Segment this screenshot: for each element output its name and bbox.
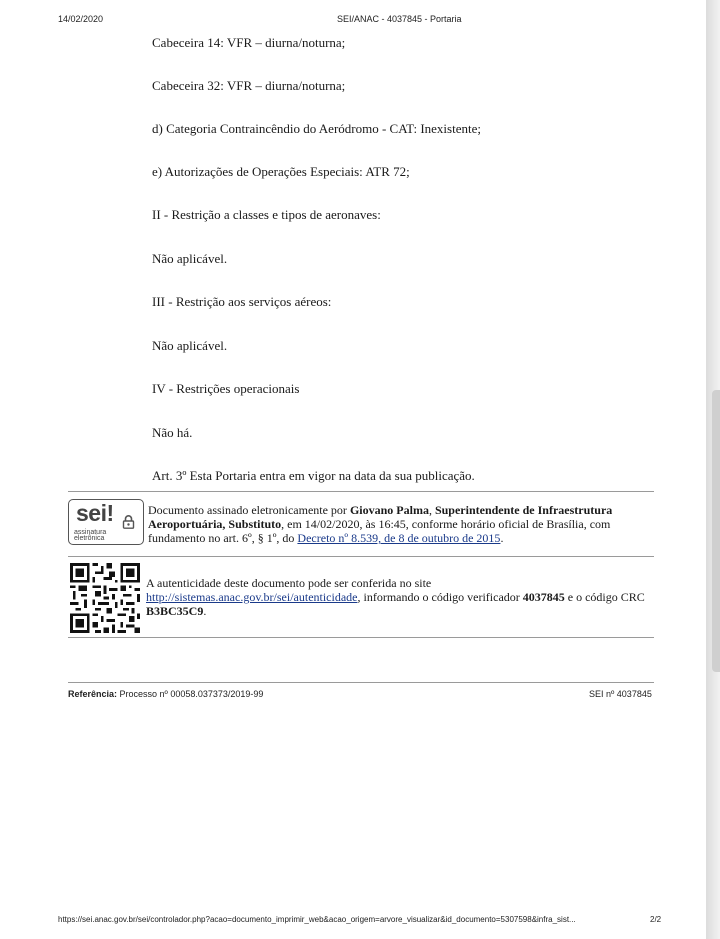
decree-link[interactable]: Decreto nº 8.539, de 8 de outubro de 2015 (297, 531, 501, 545)
reference-value: Processo nº 00058.037373/2019-99 (117, 689, 264, 699)
print-url: https://sei.anac.gov.br/sei/controlador.php?acao=documento_imprimir_web&acao_origem=arvore_visualizar&id_documento=5307598&infra_sist... (58, 915, 576, 924)
divider-middle (68, 556, 654, 557)
sei-logo-word: sei! (76, 500, 114, 526)
process-reference (68, 689, 263, 699)
divider-footer (68, 682, 654, 683)
body-line-section-iii: III - Restrição aos serviços aéreos: (152, 294, 332, 309)
body-line-runway-14: Cabeceira 14: VFR – diurna/noturna; (152, 35, 346, 50)
verifier-code: 4037845 (522, 590, 565, 604)
body-line-section-iv: IV - Restrições operacionais (152, 381, 300, 396)
crc-code: B3BC35C9 (146, 604, 204, 618)
signer-role: Superintendente de Infraestrutura Aeroportuária, Substituto (148, 503, 613, 531)
authenticity-link[interactable]: http://sistemas.anac.gov.br/sei/autenticidade (146, 590, 358, 604)
lock-icon (121, 514, 136, 529)
divider-top (68, 491, 654, 492)
body-line-special-operations: e) Autorizações de Operações Especiais: ATR 72; (152, 164, 410, 179)
body-line-fire-category: d) Categoria Contraincêndio do Aeródromo - CAT: Inexistente; (152, 121, 481, 136)
reference-label: Referência: (68, 689, 118, 699)
body-line-ii-value: Não aplicável. (152, 251, 228, 266)
authenticity-text: A autenticidade deste documento pode ser conferida no site http://sistemas.anac.gov.br/sei/autenticidade, informando o código verificador 4037845 e o código CRC B3BC35C9. (146, 576, 645, 618)
sei-signature-logo (68, 499, 144, 545)
print-title: SEI/ANAC - 4037845 - Portaria (337, 14, 462, 24)
page-number: 2/2 (650, 915, 662, 924)
signer-name: Giovano Palma (349, 503, 429, 517)
signature-text: Documento assinado eletronicamente por Giovano Palma, Superintendente de Infraestrutura Aeroportuária, Substituto, em 14/02/2020, às 16:45, conforme horário oficial de Brasília, com fundamento no art. 6º, § 1º, do Decreto nº 8.539, de 8 de outubro de 2015. (148, 503, 613, 545)
qr-code-icon (70, 563, 140, 633)
body-line-iv-value: Não há. (152, 425, 193, 440)
body-line-article-3: Art. 3º Esta Portaria entra em vigor na data da sua publicação. (152, 468, 475, 483)
signature-block (68, 493, 654, 555)
sei-logo-sub2: eletrônica (74, 535, 105, 542)
body-line-section-ii: II - Restrição a classes e tipos de aeronaves: (152, 207, 381, 222)
viewer-scroll-mark[interactable] (712, 390, 720, 672)
body-line-runway-32: Cabeceira 32: VFR – diurna/noturna; (152, 78, 346, 93)
print-date: 14/02/2020 (58, 14, 104, 24)
authenticity-block (68, 561, 654, 633)
sei-logo-sub1: assinatura (74, 529, 107, 536)
divider-bottom (68, 637, 654, 638)
body-line-iii-value: Não aplicável. (152, 338, 228, 353)
sei-number: SEI nº 4037845 (589, 689, 652, 699)
